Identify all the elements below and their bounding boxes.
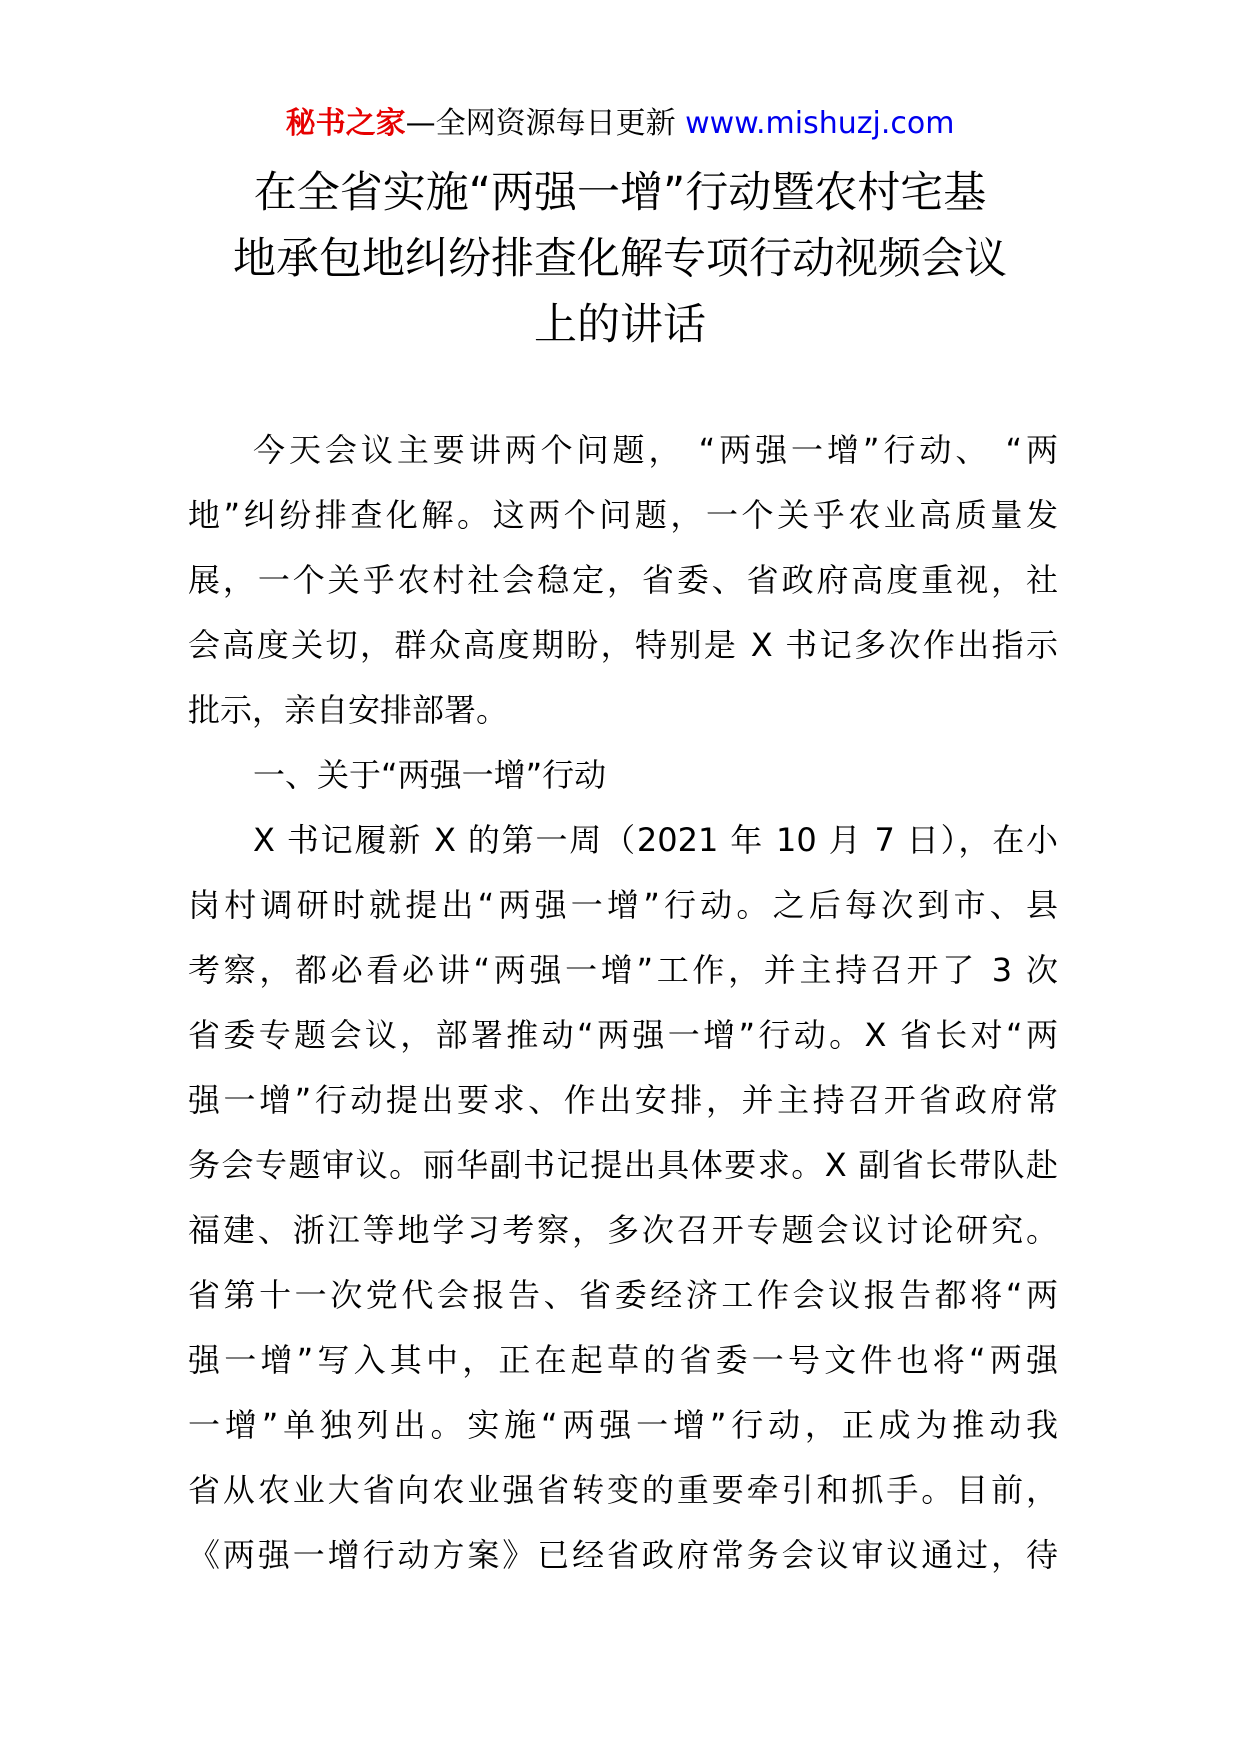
paragraph-line: 考察，都必看必讲“两强一增”工作，并主持召开了 3 次 [188, 951, 1058, 989]
paragraph-line: 省第十一次党代会报告、省委经济工作会议报告都将“两 [188, 1276, 1058, 1314]
document-body [188, 418, 1058, 1588]
paragraph-line: 省委专题会议，部署推动“两强一增”行动。X 省长对“两 [188, 1016, 1058, 1054]
paragraph-line: 福建、浙江等地学习考察，多次召开专题会议讨论研究。 [188, 1211, 1058, 1249]
paragraph-line: 强一增”行动提出要求、作出安排，并主持召开省政府常 [188, 1081, 1058, 1119]
paragraph-line: 省从农业大省向农业强省转变的重要牵引和抓手。目前， [188, 1471, 1058, 1509]
paragraph-line: 今天会议主要讲两个问题， “两强一增”行动、 “两 [253, 431, 1058, 469]
title-line: 在全省实施“两强一增”行动暨农村宅基 [253, 168, 987, 218]
paragraph-line: 展，一个关乎农村社会稳定，省委、省政府高度重视，社 [188, 561, 1058, 599]
paragraph-line: 地”纠纷排查化解。这两个问题，一个关乎农业高质量发 [188, 496, 1058, 534]
title-line: 上的讲话 [534, 300, 706, 350]
document-title [190, 160, 1050, 358]
title-line: 地承包地纠纷排查化解专项行动视频会议 [233, 234, 1007, 284]
paragraph-line: 会高度关切，群众高度期盼，特别是 X 书记多次作出指示 [188, 626, 1058, 664]
section-heading: 一、关于“两强一增”行动 [253, 756, 607, 794]
paragraph-line: 《两强一增行动方案》已经省政府常务会议审议通过，待 [188, 1536, 1058, 1574]
paragraph-line: X 书记履新 X 的第一周（2021 年 10 月 7 日），在小 [253, 821, 1058, 859]
paragraph-line: 岗村调研时就提出“两强一增”行动。之后每次到市、县 [188, 886, 1058, 924]
paragraph-line: 强一增”写入其中，正在起草的省委一号文件也将“两强 [188, 1341, 1058, 1379]
paragraph-line: 务会专题审议。丽华副书记提出具体要求。X 副省长带队赴 [188, 1146, 1058, 1184]
paragraph-line: 批示，亲自安排部署。 [188, 691, 509, 729]
paragraph-line: 一增”单独列出。实施“两强一增”行动，正成为推动我 [188, 1406, 1058, 1444]
header-tagline: —全网资源每日更新 [405, 106, 686, 141]
site-url-link[interactable]: www.mishuzj.com [685, 106, 955, 141]
brand-name: 秘书之家 [285, 106, 406, 141]
header-banner [0, 100, 1240, 148]
